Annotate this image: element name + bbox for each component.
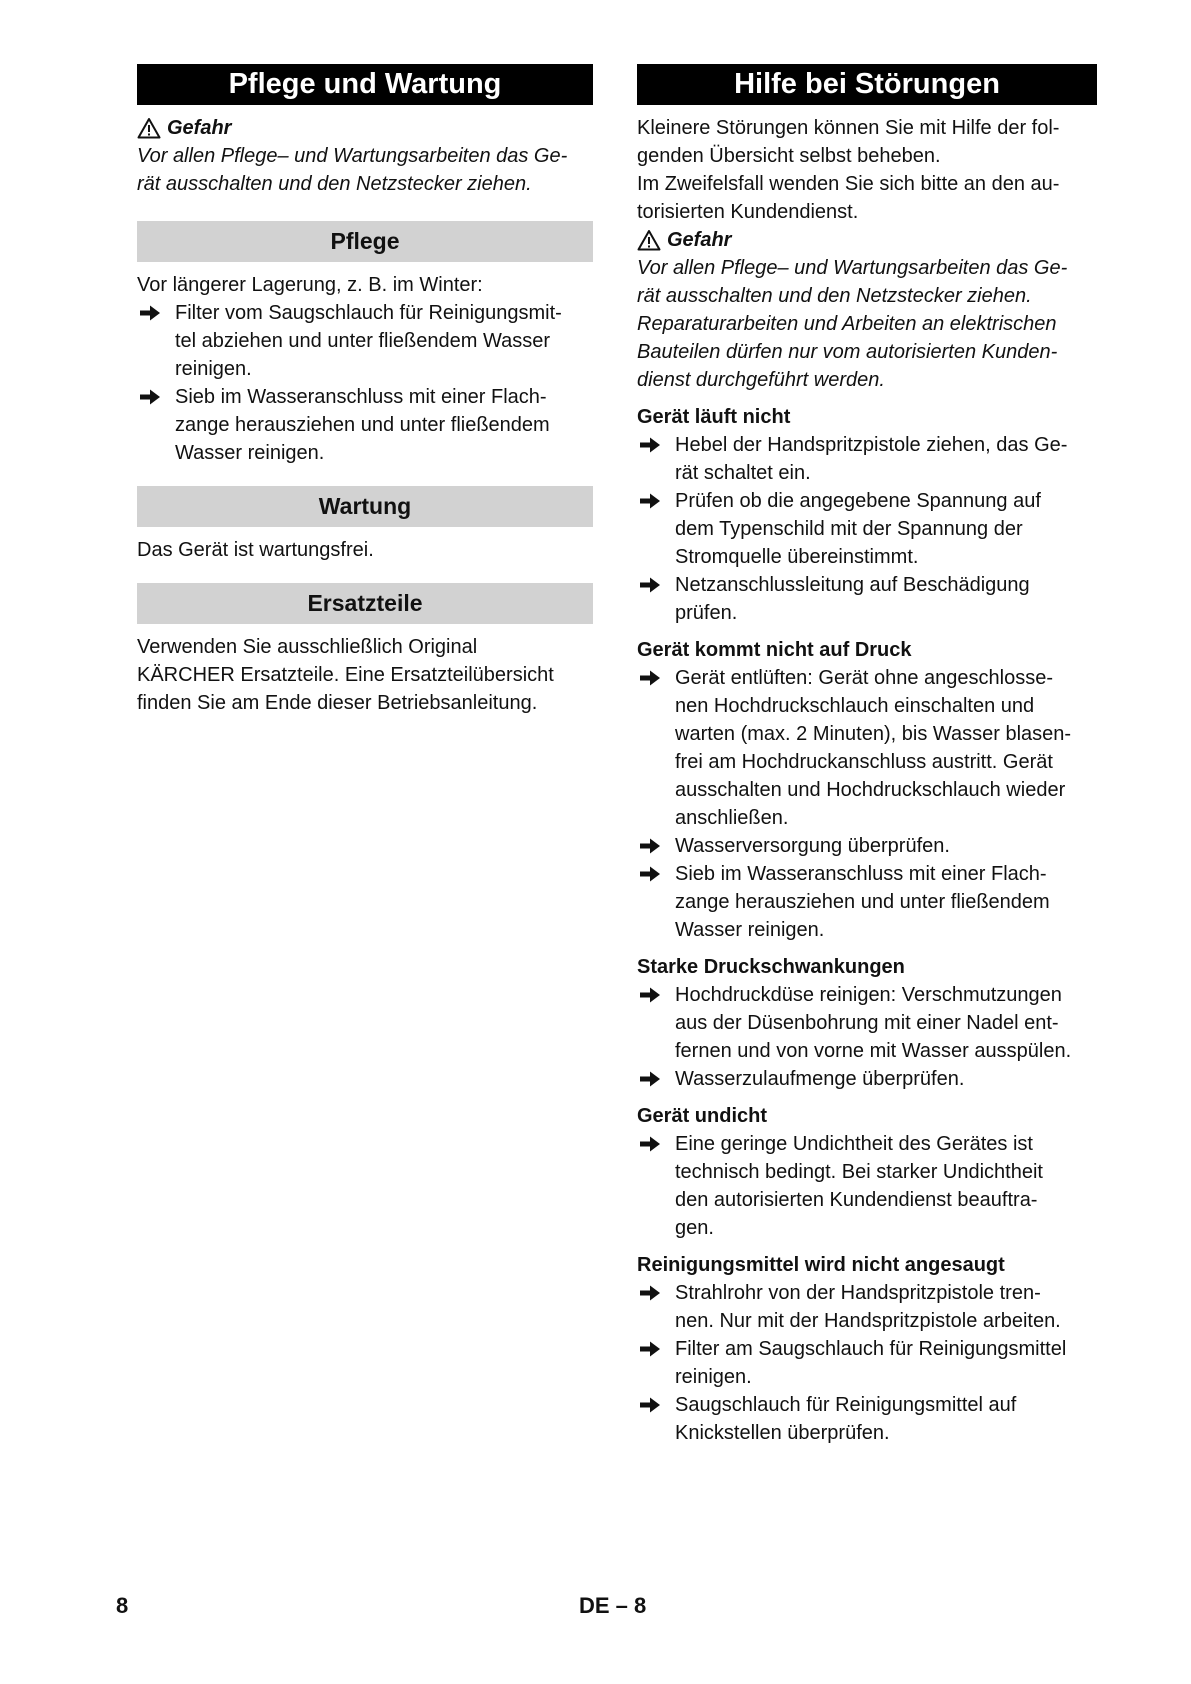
- arrow-right-icon: [639, 1130, 661, 1158]
- trouble-list: [637, 431, 1097, 627]
- wartung-text: Das Gerät ist wartungsfrei.: [137, 539, 374, 561]
- page-code: DE – 8: [579, 1593, 647, 1618]
- warning-triangle-icon: [137, 117, 161, 139]
- arrow-right-icon: [639, 1335, 661, 1363]
- list-item: Sieb im Wasseranschluss mit einer Flach- zange herausziehen und unter fließendem Wasser reinigen.: [637, 860, 1097, 944]
- trouble-list: [637, 981, 1097, 1093]
- arrow-right-icon: [639, 1391, 661, 1419]
- subheading-ersatzteile: Ersatzteile: [137, 583, 593, 624]
- right-column: [637, 64, 1097, 1447]
- danger-text: Vor allen Pflege– und Wartungsarbeiten das Ge- rät ausschalten und den Netzstecker ziehen.: [137, 145, 568, 195]
- subheading-pflege: Pflege: [137, 221, 593, 262]
- danger-label: Gefahr: [637, 226, 1097, 254]
- list-item: Prüfen ob die angegebene Spannung auf dem Typenschild mit der Spannung der Stromquelle übereinstimmt.: [637, 487, 1097, 571]
- trouble-list: [637, 1279, 1097, 1447]
- arrow-right-icon: [639, 981, 661, 1009]
- arrow-right-icon: [639, 571, 661, 599]
- arrow-right-icon: [139, 299, 161, 327]
- warning-triangle-icon: [637, 229, 661, 251]
- arrow-right-icon: [639, 431, 661, 459]
- list-item: Netzanschlussleitung auf Beschädigung prüfen.: [637, 571, 1097, 627]
- arrow-right-icon: [639, 1279, 661, 1307]
- pflege-intro: Vor längerer Lagerung, z. B. im Winter:: [137, 274, 483, 296]
- trouble-list: [637, 1130, 1097, 1242]
- list-item: Wasserzulaufmenge überprüfen.: [637, 1065, 1097, 1093]
- trouble-heading: Reinigungsmittel wird nicht angesaugt: [637, 1254, 1005, 1276]
- list-item: Eine geringe Undichtheit des Gerätes ist technisch bedingt. Bei starker Undichtheit den autorisierten Kundendienst beauftra- gen.: [637, 1130, 1097, 1242]
- ersatzteile-text: Verwenden Sie ausschließlich Original KÄRCHER Ersatzteile. Eine Ersatzteilübersicht finden Sie am Ende dieser Betriebsanleitung.: [137, 636, 554, 714]
- arrow-right-icon: [639, 664, 661, 692]
- danger-text: Vor allen Pflege– und Wartungsarbeiten das Ge- rät ausschalten und den Netzstecker ziehen. Reparaturarbeiten und Arbeiten an elektrischen Bauteilen dürfen nur vom autorisierten Kunden- dienst durchgeführt werden.: [637, 257, 1068, 391]
- list-item: Gerät entlüften: Gerät ohne angeschlosse- nen Hochdruckschlauch einschalten und warten (max. 2 Minuten), bis Wasser blasen- frei am Hochdruckanschluss austritt. Gerät ausschalten und Hochdruckschlauch wieder anschließen.: [637, 664, 1097, 832]
- section-title-hilfe-bei-stoerungen: Hilfe bei Störungen: [637, 64, 1097, 105]
- list-item: Wasserversorgung überprüfen.: [637, 832, 1097, 860]
- arrow-right-icon: [639, 487, 661, 515]
- intro-text: Kleinere Störungen können Sie mit Hilfe der fol- genden Übersicht selbst beheben. Im Zweifelsfall wenden Sie sich bitte an den au- torisierten Kundendienst.: [637, 117, 1060, 223]
- arrow-right-icon: [639, 832, 661, 860]
- list-item: Strahlrohr von der Handspritzpistole tren- nen. Nur mit der Handspritzpistole arbeiten.: [637, 1279, 1097, 1335]
- danger-label: Gefahr: [137, 114, 593, 142]
- list-item: Sieb im Wasseranschluss mit einer Flach- zange herausziehen und unter fließendem Wasser reinigen.: [137, 383, 593, 467]
- list-item: Filter vom Saugschlauch für Reinigungsmit- tel abziehen und unter fließendem Wasser reinigen.: [137, 299, 593, 383]
- arrow-right-icon: [639, 1065, 661, 1093]
- trouble-list: [637, 664, 1097, 944]
- list-item: Hochdruckdüse reinigen: Verschmutzungen aus der Düsenbohrung mit einer Nadel ent- fernen und von vorne mit Wasser ausspülen.: [637, 981, 1097, 1065]
- arrow-right-icon: [139, 383, 161, 411]
- trouble-heading: Starke Druckschwankungen: [637, 956, 905, 978]
- list-item: Saugschlauch für Reinigungsmittel auf Knickstellen überprüfen.: [637, 1391, 1097, 1447]
- section-title-pflege-und-wartung: Pflege und Wartung: [137, 64, 593, 105]
- list-item: Hebel der Handspritzpistole ziehen, das Ge- rät schaltet ein.: [637, 431, 1097, 487]
- trouble-heading: Gerät kommt nicht auf Druck: [637, 639, 912, 661]
- arrow-right-icon: [639, 860, 661, 888]
- list-item: Filter am Saugschlauch für Reinigungsmittel reinigen.: [637, 1335, 1097, 1391]
- left-column: [137, 64, 593, 717]
- pflege-list: [137, 299, 593, 467]
- trouble-heading: Gerät undicht: [637, 1105, 768, 1127]
- subheading-wartung: Wartung: [137, 486, 593, 527]
- page-number: 8: [116, 1593, 129, 1618]
- trouble-heading: Gerät läuft nicht: [637, 406, 791, 428]
